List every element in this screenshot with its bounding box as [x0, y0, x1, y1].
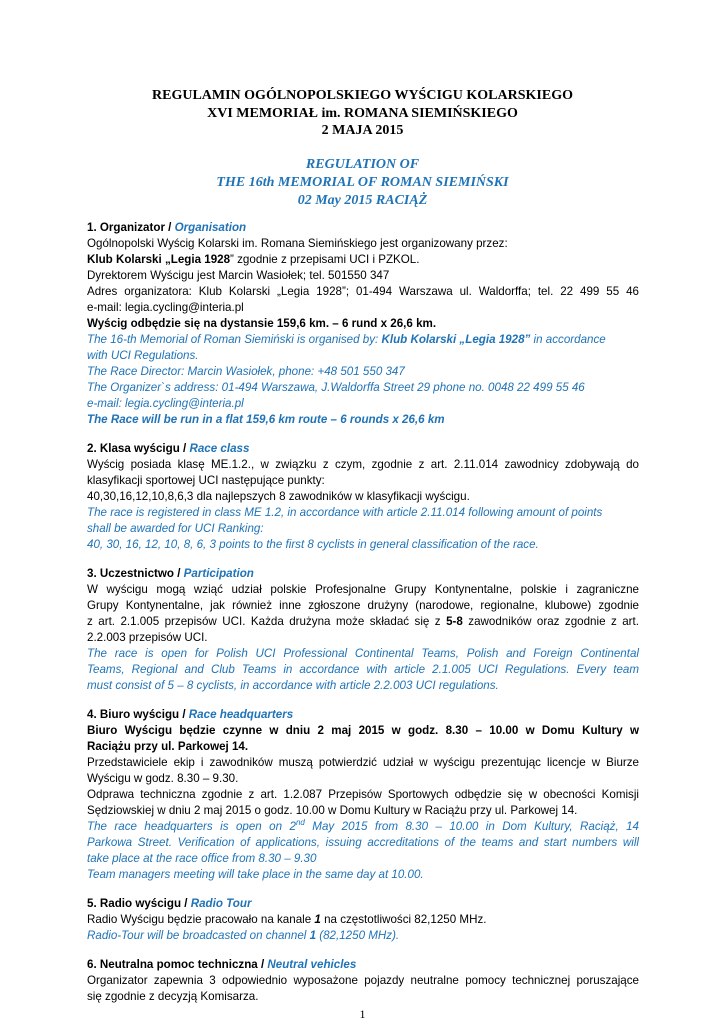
s5-en-channel: 1 [309, 929, 317, 942]
s3-en-line-3: must consist of 5 – 8 cyclists, in accordance with article 2.2.003 UCI regulations. [87, 679, 499, 692]
section-2-heading-pl: 2. Klasa wyścigu / [87, 442, 190, 455]
s3-en-line-2: Teams, Regional and Club Teams in accordance with article 2.1.005 UCI Regulations. Every team [87, 663, 639, 676]
s3-line-3a: z art. 2.1.005 przepisów UCI. Każda drużyna może składać się z [87, 615, 447, 628]
section-6-heading [87, 957, 639, 973]
section-3-heading [87, 566, 639, 582]
s2-en-line-1: The race is registered in class ME 1.2, in accordance with article 2.11.014 following amount of points [87, 506, 603, 519]
s1-en-line-5: e-mail: legia.cycling@interia.pl [87, 397, 244, 410]
s2-en-line-3: 40, 30, 16, 12, 10, 8, 6, 3 points to the first 8 cyclists in general classification of the race. [87, 538, 539, 551]
title-pl-line-2: XVI MEMORIAŁ im. ROMANA SIEMIŃSKIEGO [207, 106, 518, 121]
s3-team-size: 5-8 [446, 615, 463, 628]
s3-line-4: 2.2.003 przepisów UCI. [87, 631, 208, 644]
s2-line-3: 40,30,16,12,10,8,6,3 dla najlepszych 8 zawodników w klasyfikacji wyścigu. [87, 490, 470, 503]
s1-en-1a: The 16-th Memorial of Roman Siemiński is organised by: [87, 333, 382, 346]
s1-line-6: Wyścig odbędzie się na dystansie 159,6 km. – 6 rund x 26,6 km. [87, 317, 437, 330]
section-1-heading [87, 220, 639, 236]
section-6-heading-en: Neutral vehicles [267, 958, 357, 971]
s1-line-2 [87, 252, 639, 268]
s5-line-1a: Radio Wyścigu będzie pracowało na kanale [87, 913, 315, 926]
section-6-heading-pl: 6. Neutralna pomoc techniczna / [87, 958, 268, 971]
section-5-heading [87, 896, 639, 912]
s4-en-1-sup: nd [295, 818, 305, 828]
s3-line-3 [87, 614, 639, 630]
section-2-heading [87, 441, 639, 457]
page-number: 1 [359, 1007, 366, 1021]
s1-club-tail: ” zgodnie z przepisami UCI i PZKOL. [230, 253, 420, 266]
section-1-heading-pl: 1. Organizator / [87, 221, 175, 234]
s5-en-1c: (82,1250 MHz). [316, 929, 400, 942]
s1-line-4: Adres organizatora: Klub Kolarski „Legia 1928”; 01-494 Warszawa ul. Waldorffa; tel. 22 499 55 46 [87, 285, 639, 298]
s1-en-line-2: with UCI Regulations. [87, 349, 199, 362]
s5-en-line-1 [87, 928, 639, 944]
s3-line-2: Grupy Kontynentalne, jak również inne zgłoszone drużyny (narodowe, regionalne, klubowe) zgodnie [87, 599, 639, 612]
s1-en-1b: Klub Kolarski „Legia 1928” [381, 333, 531, 346]
s1-line-3: Dyrektorem Wyścigu jest Marcin Wasiołek; tel. 501550 347 [87, 269, 390, 282]
s5-line-1 [87, 912, 639, 928]
s4-en-line-4: Team managers meeting will take place in the same day at 10.00. [87, 868, 424, 881]
section-4-heading-en: Race headquarters [188, 708, 294, 721]
s1-line-5: e-mail: legia.cycling@interia.pl [87, 301, 244, 314]
s4-line-2: Raciążu przy ul. Parkowej 14. [87, 740, 249, 753]
s1-en-line-4: The Organizer`s address: 01-494 Warszawa, J.Waldorffa Street 29 phone no. 0048 22 499 55 46 [87, 381, 585, 394]
s2-line-2: klasyfikacji sportowej UCI następujące punkty: [87, 474, 325, 487]
s3-line-1: W wyścigu mogą wziąć udział polskie Profesjonalne Grupy Kontynentalne, polskie i zagraniczne [87, 583, 639, 596]
s1-en-line-6: The Race will be run in a flat 159,6 km route – 6 rounds x 26,6 km [87, 413, 445, 426]
s5-line-1c: na częstotliwości 82,1250 MHz. [320, 913, 487, 926]
s4-en-1a: The race headquarters is open on 2 [87, 820, 296, 833]
section-5-heading-en: Radio Tour [190, 897, 252, 910]
s1-en-1c: in accordance [530, 333, 606, 346]
s1-club-name: Klub Kolarski „Legia 1928 [87, 253, 231, 266]
s4-line-5: Odprawa techniczna zgodnie z art. 1.2.087 Przepisów Sportowych odbędzie się w obecności Komisji [87, 788, 639, 801]
s1-line-1: Ogólnopolski Wyścig Kolarski im. Romana Siemińskiego jest organizowany przez: [87, 237, 508, 250]
s2-line-1: Wyścig posiada klasę ME.1.2., w związku z czym, zgodnie z art. 2.11.014 zawodnicy zdobywają do [87, 458, 639, 471]
s4-line-3: Przedstawiciele ekip i zawodników muszą potwierdzić udział w wyścigu prezentując licencje w Biurze [87, 756, 639, 769]
s5-en-1a: Radio-Tour will be broadcasted on channel [87, 929, 310, 942]
s4-en-1b: May 2015 from 8.30 – 10.00 in Dom Kultury, Raciąż, 14 [304, 820, 639, 833]
s6-line-1: Organizator zapewnia 3 odpowiednio wyposażone pojazdy neutralne pomocy technicznej poruszające [87, 974, 639, 987]
s6-line-2: się zgodnie z decyzją Komisarza. [87, 990, 259, 1003]
title-pl-line-1: REGULAMIN OGÓLNOPOLSKIEGO WYŚCIGU KOLARSKIEGO [152, 88, 573, 103]
title-en-line-3: 02 May 2015 RACIĄŻ [297, 193, 428, 208]
section-5-heading-pl: 5. Radio wyścigu / [87, 897, 191, 910]
s5-channel: 1 [314, 913, 321, 926]
s1-en-line-3: The Race Director: Marcin Wasiołek, phone: +48 501 550 347 [87, 365, 405, 378]
section-2-heading-en: Race class [189, 442, 250, 455]
section-4-heading [87, 707, 639, 723]
s3-en-line-1: The race is open for Polish UCI Professional Continental Teams, Polish and Foreign Continental [87, 647, 639, 660]
s4-line-1: Biuro Wyścigu będzie czynne w dniu 2 maj 2015 w godz. 8.30 – 10.00 w Domu Kultury w [87, 724, 639, 737]
title-en-line-2: THE 16th MEMORIAL OF ROMAN SIEMIŃSKI [216, 175, 509, 190]
s3-line-3c: zawodników oraz zgodnie z art. [462, 615, 639, 628]
section-3-heading-en: Participation [183, 567, 254, 580]
s4-line-4: Wyścigu w godz. 8.30 – 9.30. [87, 772, 239, 785]
s4-en-line-1 [87, 819, 639, 835]
title-pl-line-3: 2 MAJA 2015 [321, 123, 404, 138]
s4-line-6: Sędziowskiej w dniu 2 maj 2015 o godz. 10.00 w Domu Kultury w Raciążu przy ul. Parkowej 14. [87, 804, 578, 817]
s4-en-line-3: take place at the race office from 8.30 – 9.30 [87, 852, 317, 865]
section-3-heading-pl: 3. Uczestnictwo / [87, 567, 184, 580]
title-en-line-1: REGULATION OF [305, 157, 420, 172]
s1-en-line-1 [87, 332, 639, 348]
section-1-heading-en: Organisation [174, 221, 247, 234]
s4-en-line-2: Parkowa Street. Verification of applications, issuing accreditations of the teams and start numbers will [87, 836, 639, 849]
s2-en-line-2: shall be awarded for UCI Ranking: [87, 522, 264, 535]
section-4-heading-pl: 4. Biuro wyścigu / [87, 708, 189, 721]
